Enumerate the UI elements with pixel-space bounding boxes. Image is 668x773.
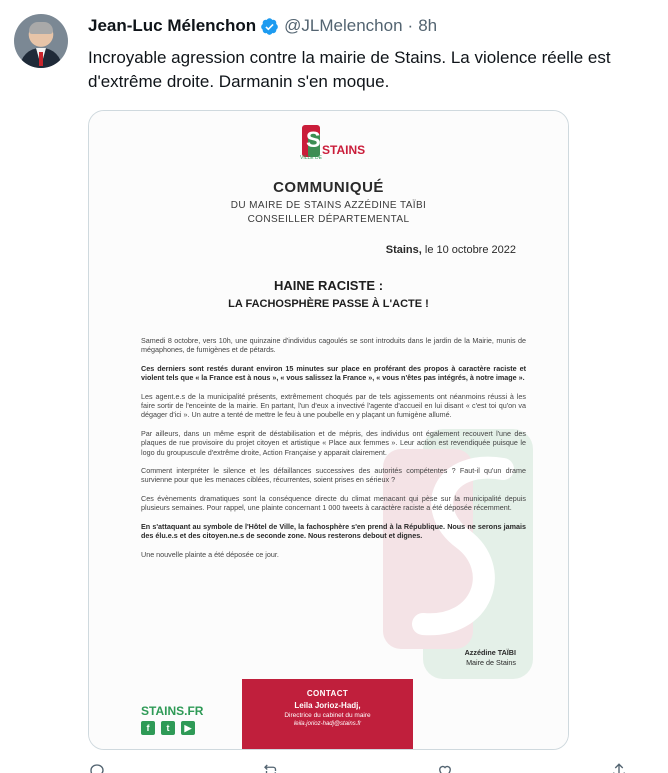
- avatar-tie: [39, 52, 43, 66]
- document-body: [141, 336, 526, 568]
- body-paragraph-6: Ces évènements dramatiques sont la conséquence directe du climat menacant qui pèse sur la municipalité depuis plusieurs semaines. Pour rappel, une plainte concernant 1 000 tweets à caractère raciste a été déposée récemment.: [141, 493, 526, 513]
- date-text: le 10 octobre 2022: [421, 244, 516, 256]
- body-paragraph-3: Les agent.e.s de la municipalité présents, extrêmement choqués par de tels agissements ont néanmoins réussi à les faire sortir de l'enceinte de la mairie. En partant, l'un d'eux a invectivé l'agente d'accueil en lui disant « c'est toi qu'on va dégager d'ici ». Un autre a tenté de mettre le feu à une poubelle en y plaçant un fumigène allumé.: [141, 391, 526, 420]
- retweet-icon[interactable]: [262, 762, 280, 773]
- tweet-media[interactable]: [88, 110, 569, 750]
- signature-title: Maire de Stains: [466, 658, 516, 667]
- verified-badge-icon: [260, 17, 279, 36]
- author-avatar[interactable]: [14, 14, 68, 68]
- tweet-text: Incroyable agression contre la mairie de Stains. La violence réelle est d'extrême droite. Darmanin s'en moque.: [88, 48, 611, 91]
- contact-email: leila.jorioz-hadj@stains.fr: [293, 721, 362, 727]
- document-title: COMMUNIQUÉ: [273, 179, 384, 196]
- author-handle[interactable]: @JLMelenchon: [284, 16, 403, 35]
- contact-role: Directrice du cabinet du maire: [284, 712, 371, 719]
- share-icon[interactable]: [610, 762, 628, 773]
- tweet-actions: [88, 762, 628, 773]
- reply-icon[interactable]: [88, 762, 106, 773]
- tweet-time[interactable]: 8h: [418, 16, 438, 35]
- stains-logo: [300, 125, 366, 165]
- author-name[interactable]: Jean-Luc Mélenchon: [88, 16, 257, 35]
- contact-box: [242, 679, 413, 749]
- body-paragraph-2: Ces derniers sont restés durant environ 15 minutes sur place en proférant des propos à caractère raciste et violent tels que « la France est à nous », « vous salissez la France », « vous n'êtes pas intégrés, à notre image ».: [141, 363, 526, 383]
- body-paragraph-7: En s'attaquant au symbole de l'Hôtel de Ville, la fachosphère s'en prend à la République. Nous ne serons jamais des élu.e.s et des citoyen.ne.s de seconde zone. Nous resterons debout et dignes.: [141, 521, 526, 541]
- body-paragraph-8: Une nouvelle plainte a été déposée ce jour.: [141, 549, 279, 559]
- document-headline-1: HAINE RACISTE :: [273, 278, 384, 293]
- logo-town: STAINS: [322, 143, 366, 157]
- youtube-icon: ▶: [181, 721, 195, 735]
- contact-name: Leila Jorioz-Hadj,: [294, 701, 361, 710]
- logo-ville: VILLE DE: [300, 155, 322, 161]
- logo-letter: S: [306, 127, 321, 152]
- like-icon[interactable]: [436, 762, 454, 773]
- document-date: [386, 244, 516, 256]
- tweet-header: [88, 16, 437, 36]
- date-place: Stains,: [385, 244, 422, 256]
- body-paragraph-1: Samedi 8 octobre, vers 10h, une quinzaine d'individus cagoulés se sont introduits dans le jardin de la Mairie, munis de mégaphones, de fumigènes et de pétards.: [141, 336, 526, 355]
- avatar-hair: [29, 22, 53, 34]
- contact-heading: CONTACT: [306, 689, 349, 698]
- facebook-icon: f: [141, 721, 155, 735]
- twitter-icon: t: [161, 721, 175, 735]
- footer-site: STAINS.FR: [141, 704, 204, 718]
- body-paragraph-4: Par ailleurs, dans un même esprit de déstabilisation et de mépris, des individus ont également recouvert l'une des plaques de rue provisoire du projet citoyen et artistique « Place aux femmes ». Leur action est revendiquée puisque le logo du groupuscule d'extrême droite, Action Française y apparait clairement.: [141, 428, 526, 457]
- body-paragraph-5: Comment interpréter le silence et les défaillances successives des autorités compétentes ? Faut-il qu'un drame survienne pour que les menaces ciblées, récurrentes, soient prises en sérieux ?: [141, 466, 526, 485]
- communique-document: [89, 111, 568, 749]
- document-headline-2: LA FACHOSPHÈRE PASSE À L'ACTE !: [228, 298, 429, 310]
- header-separator: ·: [407, 16, 414, 35]
- footer-social-icons: [141, 721, 195, 735]
- document-subtitle-2: CONSEILLER DÉPARTEMENTAL: [247, 214, 410, 225]
- signature-name: Azzédine TAÏBI: [464, 648, 516, 657]
- document-subtitle-1: DU MAIRE DE STAINS AZZÉDINE TAÏBI: [230, 200, 427, 211]
